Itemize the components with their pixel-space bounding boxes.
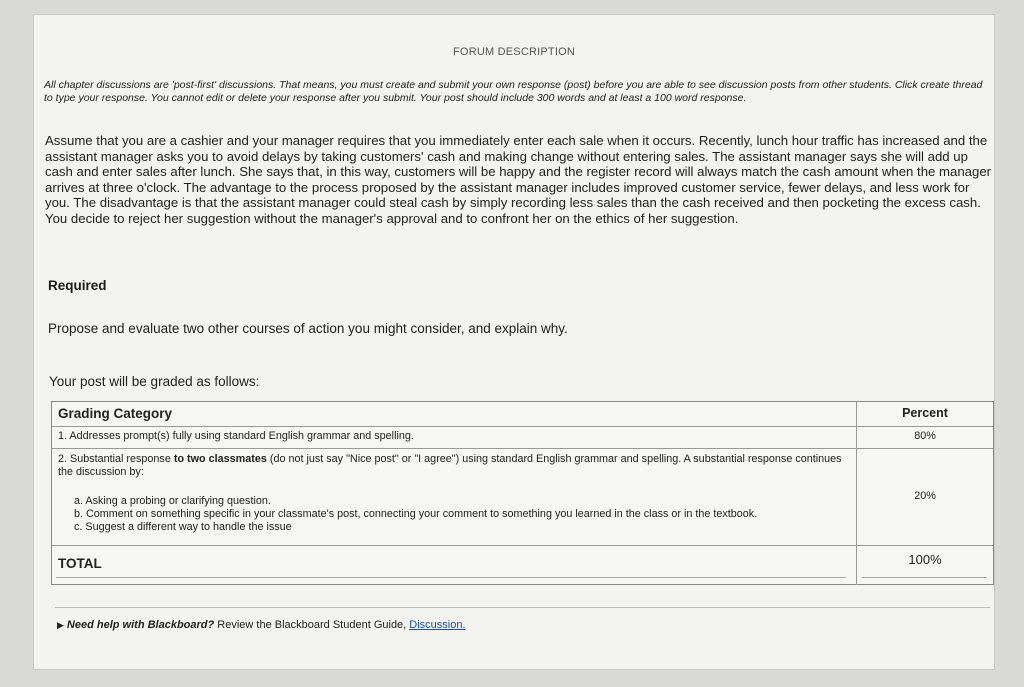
forum-title: FORUM DESCRIPTION [453, 46, 575, 58]
discussion-guide-link[interactable]: Discussion. [409, 619, 466, 631]
required-prompt: Propose and evaluate two other courses of action you might consider, and explain why. [48, 321, 568, 336]
forum-instructions: All chapter discussions are 'post-first' discussions. That means, you must create and submit your own response (post) before you are able to see discussion posts from other students. Click create thread to type your response. You cannot edit or delete your response after you submit. Your post should include 300 words and at least a 100 word response. [44, 79, 983, 104]
total-label: TOTAL [52, 545, 857, 585]
list-item: a. Asking a probing or clarifying question. [74, 495, 271, 507]
list-item: b. Comment on something specific in your classmate's post, connecting your comment to something you learned in the class or in the textbook. [74, 508, 758, 520]
response-criteria-list [58, 495, 850, 534]
row2-bold: to two classmates [173, 453, 267, 465]
header-percent: Percent [902, 406, 948, 420]
list-item: c. Suggest a different way to handle the issue [74, 521, 292, 533]
grading-table [51, 401, 994, 585]
required-heading: Required [48, 278, 107, 293]
forum-description-panel [33, 14, 995, 670]
row2-category [52, 448, 857, 545]
row2-percent: 20% [914, 490, 936, 502]
divider [56, 577, 846, 578]
table-row [52, 426, 993, 449]
table-row-total [52, 545, 993, 585]
help-line [57, 619, 466, 631]
header-category: Grading Category [52, 402, 857, 426]
divider [862, 577, 987, 578]
help-lead: Need help with Blackboard? [66, 619, 215, 631]
grading-table-header [52, 402, 993, 427]
divider [55, 607, 990, 608]
scenario-text: Assume that you are a cashier and your manager requires that you immediately enter each sale when it occurs. Recently, lunch hour traffic has increased and the assistant manager asks you to avoid delays by taking customers' cash and making change without entering sales. The assistant manager says she will add up cash and enter sales after lunch. She says that, in this way, customers will be happy and the register record will always match the cash amount when the manager arrives at three o'clock. The advantage to the process proposed by the assistant manager includes improved customer service, fewer delays, and less work for you. The disadvantage is that the assistant manager could steal cash by simply recording less sales than the cash received and then pocketing the excess cash. You decide to reject her suggestion without the manager's approval and to confront her on the ethics of her suggestion. [45, 133, 992, 226]
total-percent: 100% [908, 552, 942, 567]
row2-prefix: 2. Substantial response [58, 453, 174, 465]
table-row [52, 448, 993, 546]
help-text: Review the Blackboard Student Guide, [214, 619, 410, 631]
row1-percent: 80% [914, 430, 936, 442]
row1-category: 1. Addresses prompt(s) fully using standard English grammar and spelling. [52, 426, 857, 448]
row2-suffix: (do not just say "Nice post" or "I agree") using standard English grammar and spelling. A substantial response continues the discussion by: [58, 453, 842, 478]
play-arrow-icon: ▶ [57, 620, 64, 630]
grading-intro: Your post will be graded as follows: [49, 374, 260, 389]
